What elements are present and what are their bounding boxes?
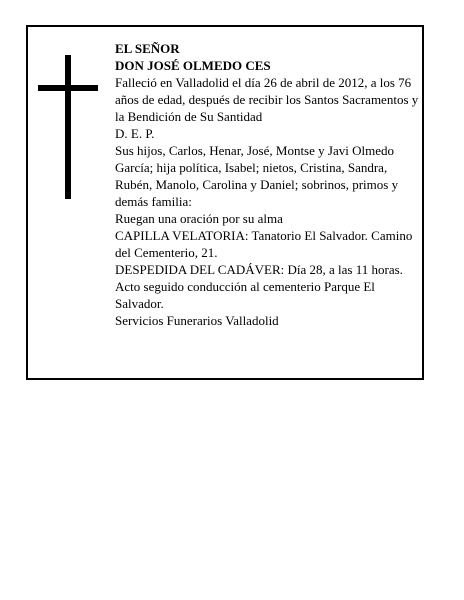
death-announcement: Falleció en Valladolid el día 26 de abril de 2012, a los 76 años de edad, después de recibir los Santos Sacramentos y la Bendición de Su Santidad [115, 75, 419, 124]
funeral-services: Servicios Funerarios Valladolid [115, 313, 279, 328]
rest-in-peace: D. E. P. [115, 126, 155, 141]
farewell-info: DESPEDIDA DEL CADÁVER: Día 28, a las 11 horas. Acto seguido conducción al cementerio Parque El Salvador. [115, 262, 403, 311]
deceased-name: DON JOSÉ OLMEDO CES [115, 58, 271, 73]
family-list: Sus hijos, Carlos, Henar, José, Montse y Javi Olmedo García; hija política, Isabel; nietos, Cristina, Sandra, Rubén, Manolo, Carolina y Daniel; sobrinos, primos y demás familia: [115, 143, 399, 209]
obituary-notice-card [26, 25, 424, 380]
title-line-1: EL SEÑOR [115, 41, 180, 56]
latin-cross-icon [38, 55, 100, 199]
chapel-info: CAPILLA VELATORIA: Tanatorio El Salvador. Camino del Cementerio, 21. [115, 228, 413, 260]
obituary-text [115, 40, 421, 329]
prayer-request: Ruegan una oración por su alma [115, 211, 283, 226]
